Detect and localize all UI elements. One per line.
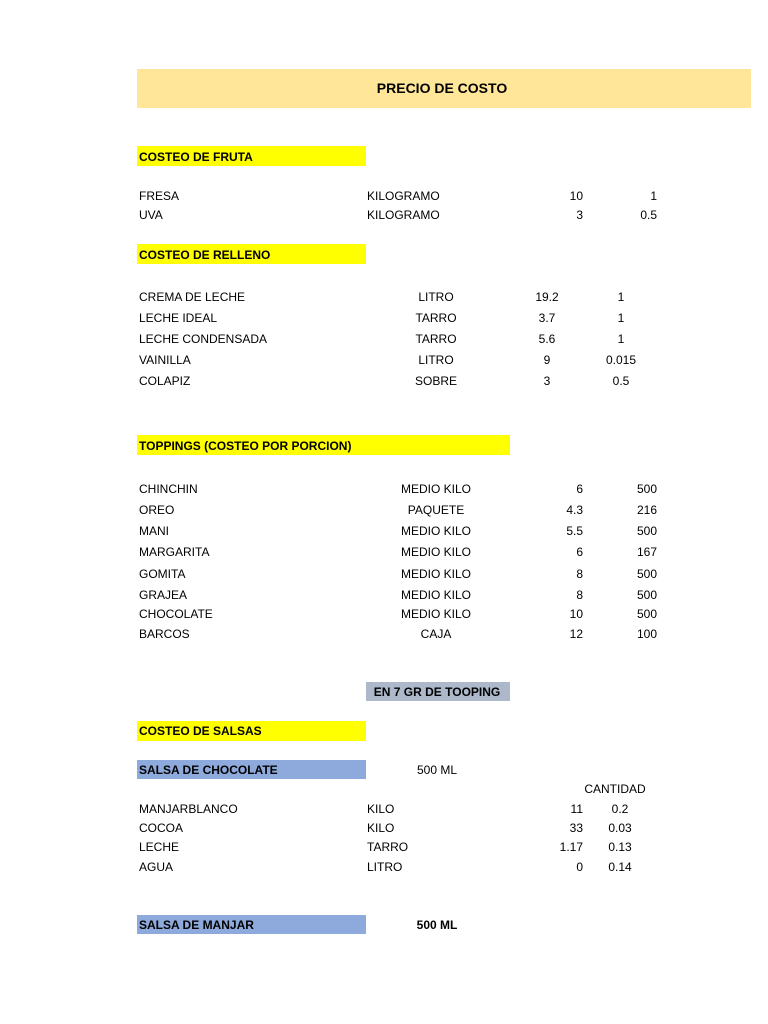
price: 6 [576,482,583,496]
unit: LITRO [418,353,454,367]
unit: KILO [367,802,395,816]
item-name: COLAPIZ [139,374,191,388]
quantity: 0.5 [640,208,657,222]
quantity: 1 [617,311,625,325]
price: 12 [569,627,583,641]
unit: LITRO [367,860,403,874]
item-name: AGUA [139,860,174,874]
salsa-chocolate-label: SALSA DE CHOCOLATE [139,763,278,777]
unit: KILO [367,821,395,835]
item-name: GRAJEA [139,588,188,602]
quantity: 0.03 [608,821,632,835]
price: 10 [569,189,583,203]
item-name: MANJARBLANCO [139,802,238,816]
quantity: 100 [636,627,657,641]
unit: MEDIO KILO [400,588,472,602]
cantidad-header: CANTIDAD [584,782,646,796]
price: 3 [576,208,583,222]
salsa-chocolate-volume: 500 ML [416,763,458,777]
unit: CAJA [420,627,452,641]
toppings-header: TOPPINGS (COSTEO POR PORCION) [139,439,352,453]
unit: MEDIO KILO [400,607,472,621]
page-title: PRECIO DE COSTO [376,80,508,96]
price: 19.2 [535,290,559,304]
quantity: 1 [617,332,625,346]
price: 5.6 [538,332,556,346]
item-name: MANI [139,524,169,538]
price: 9 [543,353,551,367]
price: 10 [569,607,583,621]
unit: MEDIO KILO [400,482,472,496]
item-name: LECHE IDEAL [139,311,218,325]
item-name: CHINCHIN [139,482,198,496]
item-name: MARGARITA [139,545,210,559]
quantity: 500 [636,607,657,621]
item-name: COCOA [139,821,184,835]
price: 11 [570,802,583,816]
price: 3.7 [538,311,556,325]
relleno-header: COSTEO DE RELLENO [139,248,271,262]
item-name: BARCOS [139,627,190,641]
price: 1.17 [559,840,583,854]
salsas-header: COSTEO DE SALSAS [139,724,262,738]
quantity: 0.015 [605,353,637,367]
unit: KILOGRAMO [367,208,440,222]
item-name: VAINILLA [139,353,191,367]
quantity: 500 [636,567,657,581]
quantity: 500 [636,482,657,496]
quantity: 1 [650,189,657,203]
quantity: 500 [636,588,657,602]
salsa-manjar-volume: 500 ML [416,918,458,932]
unit: SOBRE [414,374,458,388]
unit: PAQUETE [407,503,465,517]
unit: MEDIO KILO [400,524,472,538]
quantity: 0.14 [608,860,632,874]
unit: MEDIO KILO [400,567,472,581]
item-name: GOMITA [139,567,186,581]
unit: TARRO [415,311,457,325]
salsa-manjar-label: SALSA DE MANJAR [139,918,254,932]
price: 5.5 [566,524,583,538]
item-name: LECHE [139,840,180,854]
quantity: 0.13 [608,840,632,854]
quantity: 500 [636,524,657,538]
fruta-header: COSTEO DE FRUTA [139,150,253,164]
unit: TARRO [367,840,409,854]
item-name: LECHE CONDENSADA [139,332,268,346]
item-name: OREO [139,503,175,517]
quantity: 1 [617,290,625,304]
item-name: CREMA DE LECHE [139,290,246,304]
unit: LITRO [418,290,454,304]
item-name: FRESA [139,189,180,203]
quantity: 167 [636,545,657,559]
price: 3 [543,374,551,388]
item-name: UVA [139,208,163,222]
price: 4.3 [566,503,583,517]
unit: KILOGRAMO [367,189,440,203]
unit: TARRO [415,332,457,346]
item-name: CHOCOLATE [139,607,213,621]
price: 8 [576,567,583,581]
quantity: 216 [636,503,657,517]
price: 8 [576,588,583,602]
topping-note: EN 7 GR DE TOOPING [373,685,501,699]
quantity: 0.5 [612,374,630,388]
price: 6 [576,545,583,559]
quantity: 0.2 [611,802,629,816]
unit: MEDIO KILO [400,545,472,559]
price: 0 [576,860,583,874]
price: 33 [569,821,583,835]
